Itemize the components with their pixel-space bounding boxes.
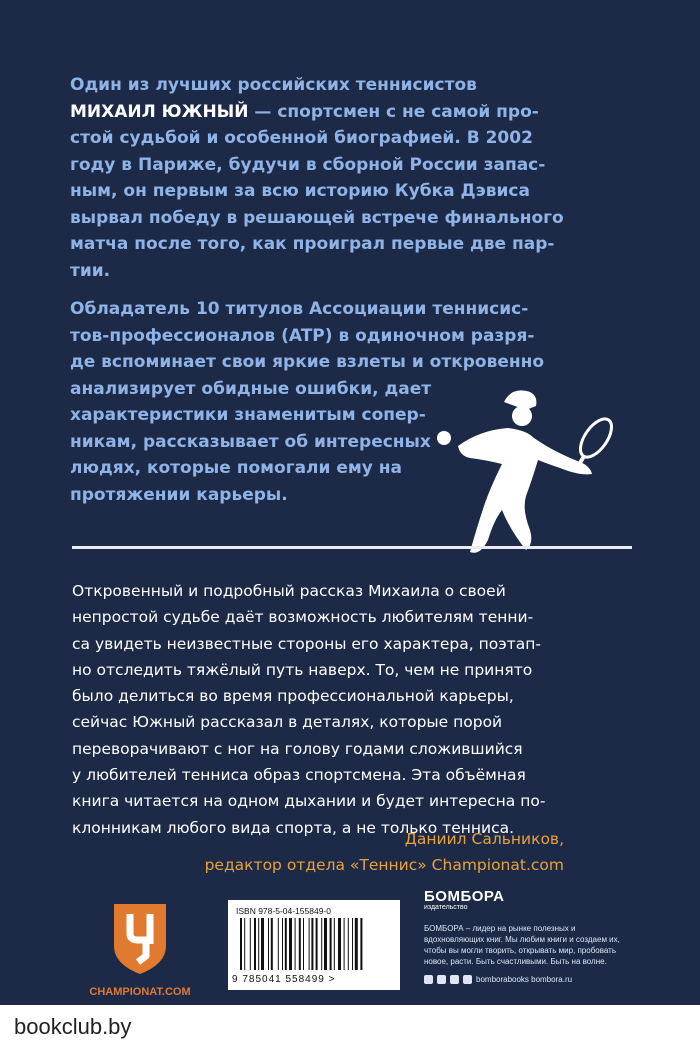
barcode	[228, 900, 400, 990]
reviewer-name: Даниил Сальников,	[404, 830, 564, 848]
barcode-bar	[254, 918, 256, 970]
reviewer-role: редактор отдела «Теннис» Championat.com	[204, 856, 564, 874]
text-line: ным, он первым за всю историю Кубка Дэвиса	[70, 181, 530, 201]
text-line: Откровенный и подробный рассказ Михаила о своей	[72, 582, 506, 600]
barcode-bar	[278, 918, 279, 970]
barcode-bar	[344, 918, 345, 970]
review-paragraph	[72, 578, 564, 841]
text-line: — спортсмен с не самой про-	[248, 101, 539, 122]
text-line: Обладатель 10 титулов Ассоциации теннисис-	[70, 299, 529, 319]
text-line: характеристики знаменитым сопер-	[70, 405, 426, 425]
section-divider	[72, 546, 632, 549]
review-signature	[205, 826, 564, 878]
text-line: стой судьбой и особенной биографией. В 2002	[70, 128, 533, 148]
barcode-bar	[321, 918, 322, 970]
barcode-bar	[330, 918, 332, 970]
text-line: никам, рассказывает об интересных	[70, 431, 431, 452]
barcode-bar	[258, 918, 259, 970]
text-line: матча после того, как проиграл первые две пар-	[70, 234, 555, 254]
barcode-bar	[289, 918, 292, 970]
barcode-bar	[355, 918, 358, 970]
author-name: МИХАИЛ ЮЖНЫЙ	[70, 101, 249, 122]
publisher-subtitle: издательство	[424, 904, 468, 911]
isbn-text: ISBN 978-5-04-155849-0	[236, 906, 331, 916]
text-line: книга читается на одном дыхании и будет интересна по-	[72, 792, 546, 811]
publisher-info	[424, 888, 629, 984]
text-line: переворачивают с ног на голову годами сложившийся	[72, 739, 523, 758]
barcode-bar	[261, 918, 264, 970]
publisher-description: БОМБОРА – лидер на рынке полезных и вдохновляющих книг. Мы любим книги и создаем их, чтобы вы могли творить, открывать мир, пробовать новое, расти. Быть счастливыми. Быть на волне.	[424, 924, 620, 966]
text-line: тов-профессионалов (ATP) в одиночном разря-	[70, 325, 535, 346]
text-line: году в Париже, будучи в сборной России запас-	[70, 154, 546, 175]
text-line: клонникам любого вида спорта, а не только тенниса.	[72, 818, 515, 837]
text-line: у любителей тенниса образ спортсмена. Эта объёмная	[72, 766, 526, 785]
barcode-bar	[334, 918, 335, 970]
barcode-bar	[285, 918, 287, 970]
social-icon	[424, 975, 433, 984]
barcode-bar	[303, 918, 304, 970]
text-line: Один из лучших российских теннисистов	[70, 75, 477, 95]
barcode-bar	[316, 918, 318, 970]
text-line: вырвал победу в решающей встрече финального	[70, 207, 564, 228]
barcode-number: 9 785041 558499 >	[232, 974, 336, 985]
barcode-bar	[324, 918, 327, 970]
barcode-bar	[360, 918, 362, 970]
barcode-bar	[309, 918, 310, 970]
text-line: тии.	[70, 260, 111, 281]
text-line: анализирует обидные ошибки, дает	[70, 378, 432, 399]
barcode-bar	[244, 918, 245, 970]
publisher-name: БОМБОРА	[424, 888, 505, 905]
text-line: сейчас Южный рассказал в деталях, которые порой	[72, 713, 503, 732]
text-line: людях, которые помогали ему на	[70, 458, 402, 478]
publisher-social	[424, 975, 629, 984]
barcode-bar	[338, 918, 341, 970]
barcode-bar	[348, 918, 349, 970]
social-icon	[450, 975, 459, 984]
barcode-bars	[240, 918, 390, 970]
barcode-bar	[268, 918, 269, 970]
championat-logo	[72, 900, 208, 998]
text-line: де вспоминает свои яркие взлеты и откровенно	[70, 352, 545, 372]
barcode-bar	[282, 918, 283, 970]
social-icon	[437, 975, 446, 984]
text-line: протяжении карьеры.	[70, 484, 288, 505]
barcode-bar	[299, 918, 301, 970]
barcode-bar	[271, 918, 273, 970]
championat-logo-text: CHAMPIONAT.COM	[89, 986, 191, 998]
intro-paragraph	[70, 72, 562, 284]
barcode-bar	[240, 918, 242, 970]
publisher-links: bomborabooks bombora.ru	[476, 975, 573, 984]
text-line: са увидеть неизвестные стороны его характера, поэтап-	[72, 634, 541, 653]
tennis-player-silhouette-icon	[430, 380, 630, 560]
championat-shield-icon	[108, 900, 172, 976]
barcode-bar	[352, 918, 353, 970]
barcode-bar	[295, 918, 296, 970]
social-icon	[463, 975, 472, 984]
text-line: было делиться во время профессиональной карьеры,	[72, 687, 514, 706]
barcode-bar	[311, 918, 313, 970]
text-line: непростой судьбе даёт возможность любителям тенни-	[72, 608, 534, 627]
text-line: но отследить тяжёлый путь наверх. То, чем не принято	[72, 660, 533, 679]
site-watermark: bookclub.by	[14, 1014, 132, 1039]
barcode-bar	[250, 918, 251, 970]
